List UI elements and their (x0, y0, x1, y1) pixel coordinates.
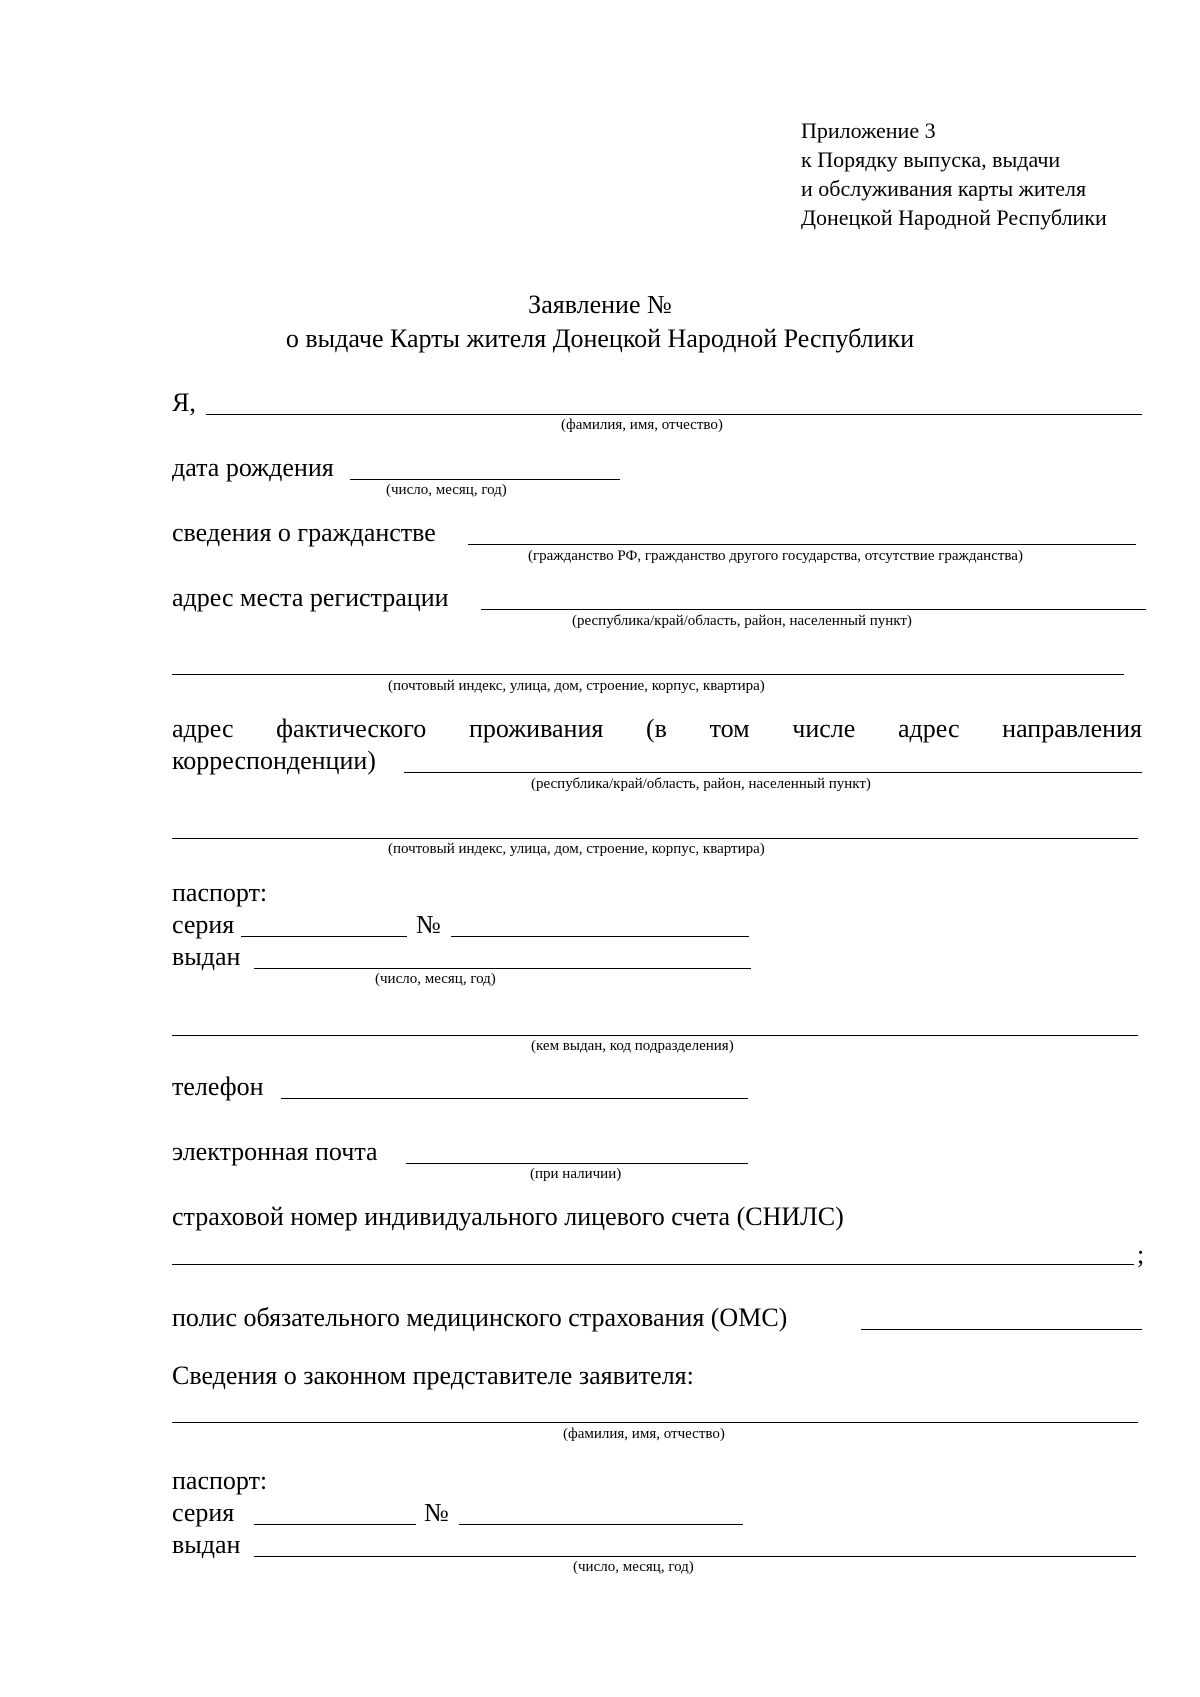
actual-region-field[interactable] (404, 772, 1142, 773)
citizenship-label: сведения о гражданстве (172, 518, 436, 547)
snils-label: страховой номер индивидуального лицевого счета (СНИЛС) (172, 1202, 844, 1231)
representative-name-hint: (фамилия, имя, отчество) (563, 1426, 725, 1442)
passport-issued-date-field[interactable] (254, 968, 751, 969)
name-hint: (фамилия, имя, отчество) (561, 417, 723, 433)
actual-address-word: том (709, 714, 750, 743)
email-hint: (при наличии) (530, 1166, 622, 1182)
actual-address-word: (в (646, 714, 667, 743)
appendix-header (801, 116, 1107, 232)
document-subtitle: о выдаче Карты жителя Донецкой Народной Республики (285, 324, 915, 353)
representative-name-field[interactable] (172, 1422, 1138, 1423)
appendix-line-4: Донецкой Народной Республики (801, 205, 1107, 230)
snils-field[interactable] (172, 1264, 1134, 1265)
appendix-line-3: и обслуживания карты жителя (801, 176, 1087, 201)
actual-address-word: фактического (276, 714, 427, 743)
birth-date-field[interactable] (350, 479, 620, 480)
registration-street-field[interactable] (172, 674, 1124, 675)
birth-date-label: дата рождения (172, 453, 334, 482)
registration-address-label: адрес места регистрации (172, 583, 449, 612)
phone-field[interactable] (281, 1098, 748, 1099)
name-label: Я, (172, 388, 196, 417)
passport-issued-date-hint: (число, месяц, год) (375, 971, 496, 987)
representative-issued-date-field[interactable] (254, 1556, 1136, 1557)
representative-issued-label: выдан (172, 1530, 241, 1559)
actual-street-hint: (почтовый индекс, улица, дом, строение, корпус, квартира) (388, 841, 765, 857)
representative-number-field[interactable] (459, 1524, 743, 1525)
citizenship-hint: (гражданство РФ, гражданство другого государства, отсутствие гражданства) (528, 548, 1023, 564)
phone-label: телефон (172, 1072, 264, 1101)
passport-series-label: серия (172, 910, 235, 939)
representative-series-label: серия (172, 1498, 235, 1527)
actual-address-label-2: корреспонденции) (172, 746, 376, 775)
oms-label: полис обязательного медицинского страхования (ОМС) (172, 1303, 788, 1332)
representative-series-field[interactable] (254, 1524, 416, 1525)
actual-address-word: направления (1002, 714, 1142, 743)
passport-number-label: № (416, 910, 441, 939)
actual-address-word: адрес (898, 714, 960, 743)
email-field[interactable] (406, 1163, 748, 1164)
passport-label: паспорт: (172, 878, 268, 907)
passport-issued-label: выдан (172, 942, 241, 971)
snils-end-mark: ; (1137, 1240, 1145, 1269)
actual-address-word: адрес (172, 714, 234, 743)
oms-field[interactable] (861, 1329, 1142, 1330)
representative-number-label: № (424, 1498, 449, 1527)
passport-issuer-hint: (кем выдан, код подразделения) (531, 1038, 734, 1054)
appendix-line-1: Приложение 3 (801, 118, 936, 143)
representative-passport-label: паспорт: (172, 1466, 268, 1495)
actual-address-label (172, 714, 1142, 744)
registration-region-hint: (республика/край/область, район, населенный пункт) (572, 613, 912, 629)
representative-issued-date-hint: (число, месяц, год) (573, 1559, 694, 1575)
actual-region-hint: (республика/край/область, район, населенный пункт) (531, 776, 871, 792)
actual-address-word: числе (792, 714, 856, 743)
document-title: Заявление № (528, 290, 672, 319)
email-label: электронная почта (172, 1137, 378, 1166)
passport-number-field[interactable] (451, 936, 749, 937)
representative-heading: Сведения о законном представителе заявителя: (172, 1361, 694, 1390)
name-field[interactable] (206, 414, 1142, 415)
registration-street-hint: (почтовый индекс, улица, дом, строение, корпус, квартира) (388, 678, 765, 694)
actual-address-word: проживания (468, 714, 604, 743)
passport-series-field[interactable] (241, 936, 407, 937)
birth-date-hint: (число, месяц, год) (386, 482, 507, 498)
appendix-line-2: к Порядку выпуска, выдачи (801, 147, 1061, 172)
citizenship-field[interactable] (468, 544, 1136, 545)
registration-region-field[interactable] (481, 609, 1146, 610)
actual-street-field[interactable] (172, 838, 1138, 839)
passport-issuer-field[interactable] (172, 1035, 1138, 1036)
